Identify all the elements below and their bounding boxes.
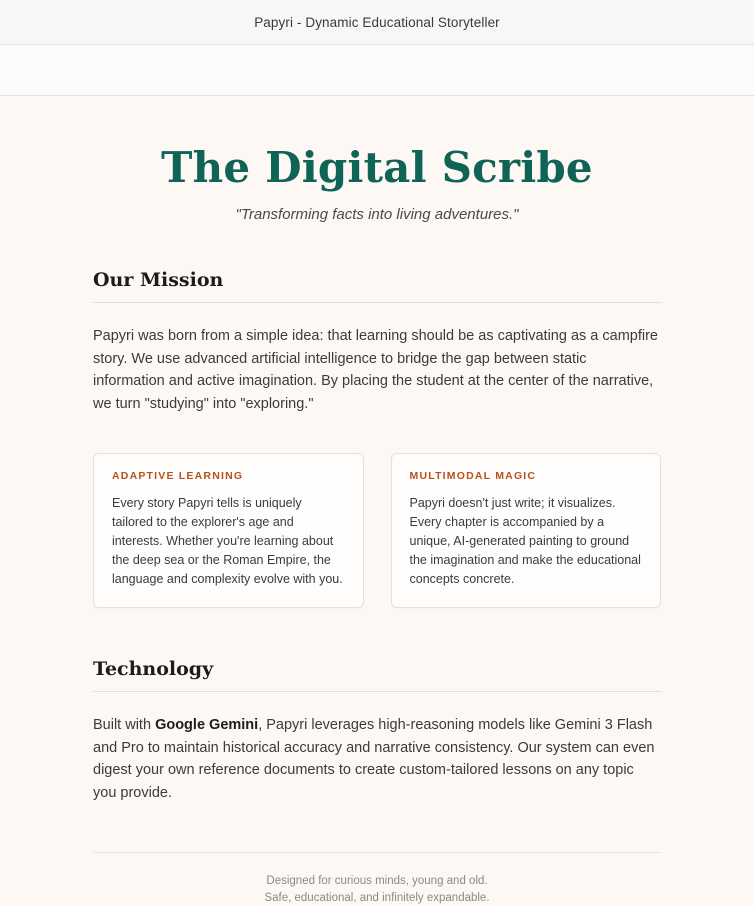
technology-brand-name: Google Gemini xyxy=(155,717,259,734)
technology-rest-text: , Papyri leverages high-reasoning models like Gemini 3 Flash and Pro to maintain historical accuracy and narrative consistency. Our system can even digest your own reference documents to create custom-tailored lessons on any topic you provide. xyxy=(93,717,655,801)
technology-paragraph xyxy=(93,714,661,804)
feature-card-body: Papyri doesn't just write; it visualizes. Every chapter is accompanied by a unique, AI-generated painting to ground the imagination and make the educational concepts concrete. xyxy=(409,496,641,587)
feature-card xyxy=(93,453,364,608)
page-subtitle: "Transforming facts into living adventures." xyxy=(235,206,519,224)
feature-card-title: MULTIMODAL MAGIC xyxy=(409,470,537,483)
technology-lead-text: Built with xyxy=(93,717,156,734)
page-title: The Digital Scribe xyxy=(161,143,593,192)
section-divider-mission xyxy=(93,302,661,303)
page-footer xyxy=(93,873,661,906)
app-toolbar xyxy=(0,45,754,96)
feature-card-body: Every story Papyri tells is uniquely tailored to the explorer's age and interests. Whether you're learning about the deep sea or the Roman Empire, the language and complexity evolve with you. xyxy=(112,496,343,587)
window-titlebar xyxy=(0,0,754,45)
footer-divider xyxy=(93,852,661,853)
footer-line-1: Designed for curious minds, young and old. xyxy=(266,875,488,888)
feature-card-title: ADAPTIVE LEARNING xyxy=(112,470,244,483)
technology-section xyxy=(93,658,661,804)
section-divider-technology xyxy=(93,691,661,692)
section-heading-technology: Technology xyxy=(93,658,214,681)
page-canvas xyxy=(0,96,754,904)
feature-card xyxy=(391,453,662,608)
mission-paragraph: Papyri was born from a simple idea: that learning should be as captivating as a campfire story. We use advanced artificial intelligence to bridge the gap between static information and active imagination. By placing the student at the center of the narrative, we turn "studying" into "exploring." xyxy=(93,328,658,412)
feature-card-list xyxy=(93,453,661,608)
window-title: Papyri - Dynamic Educational Storyteller xyxy=(254,14,500,30)
footer-line-2: Safe, educational, and infinitely expandable. xyxy=(264,891,490,904)
section-heading-mission: Our Mission xyxy=(93,269,224,292)
page-content xyxy=(93,96,661,906)
